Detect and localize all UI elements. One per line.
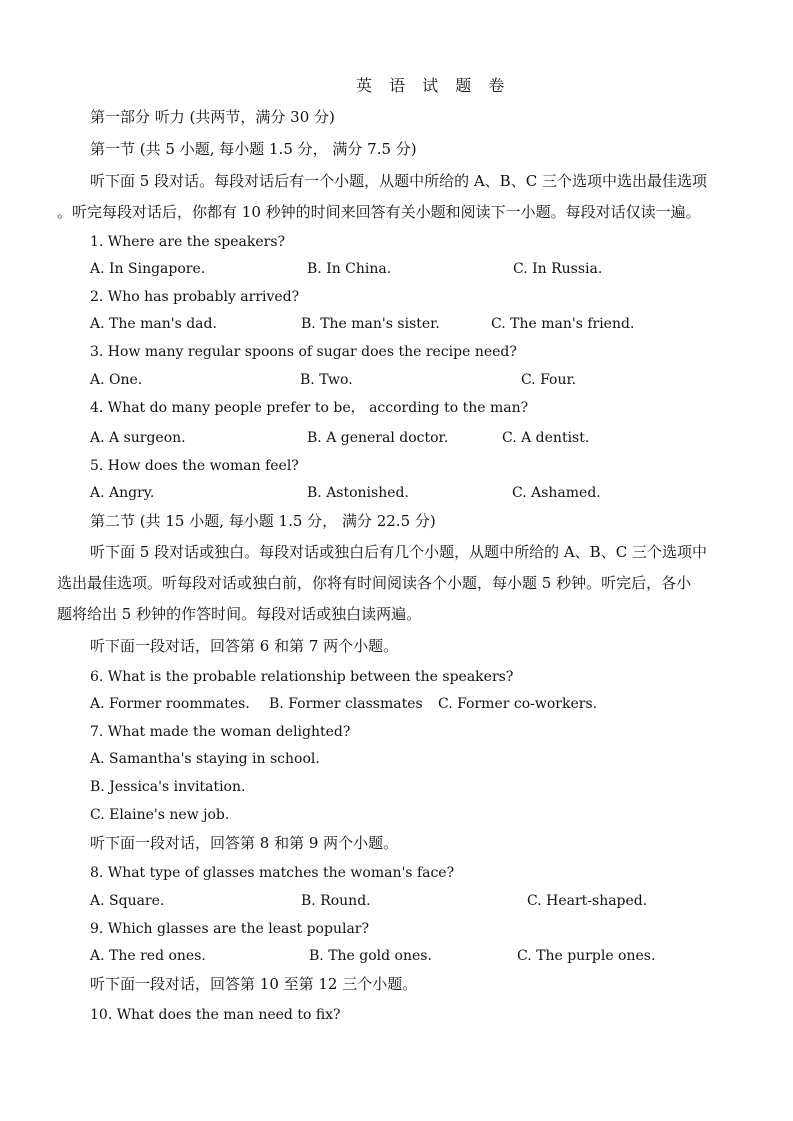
page-title: 英 语 试 题 卷 xyxy=(356,76,511,95)
q5-option-c: C. Ashamed. xyxy=(512,485,601,501)
q7-option-c: C. Elaine's new job. xyxy=(90,807,230,823)
q9-option-a: A. The red ones. xyxy=(90,948,206,964)
section1-intro-line2: 。听完每段对话后，你都有 10 秒钟的时间来回答有关小题和阅读下一小题。每段对话仅读一遍。 xyxy=(57,203,701,221)
part1-heading: 第一部分 听力 (共两节，满分 30 分) xyxy=(90,108,335,126)
question-8: 8. What type of glasses matches the woman's face? xyxy=(90,865,455,881)
question-5: 5. How does the woman feel? xyxy=(90,458,299,474)
section2-heading: 第二节 (共 15 小题, 每小题 1.5 分， 满分 22.5 分) xyxy=(90,512,436,530)
question-10: 10. What does the man need to fix? xyxy=(90,1007,341,1023)
q1-option-b: B. In China. xyxy=(307,261,392,277)
section1-heading: 第一节 (共 5 小题, 每小题 1.5 分， 满分 7.5 分) xyxy=(90,140,417,158)
section1-intro-line1: 听下面 5 段对话。每段对话后有一个小题，从题中所给的 A、B、C 三个选项中选出最佳选项 xyxy=(90,172,707,190)
dialog-3-instruction: 听下面一段对话，回答第 10 至第 12 三个小题。 xyxy=(90,975,418,993)
q9-option-c: C. The purple ones. xyxy=(517,948,656,964)
q4-option-a: A. A surgeon. xyxy=(90,430,186,446)
q3-option-a: A. One. xyxy=(90,372,143,388)
q1-option-c: C. In Russia. xyxy=(513,261,603,277)
section2-intro-line1: 听下面 5 段对话或独白。每段对话或独白后有几个小题，从题中所给的 A、B、C 三个选项中 xyxy=(90,543,707,561)
q8-option-a: A. Square. xyxy=(90,893,165,909)
q4-option-c: C. A dentist. xyxy=(502,430,590,446)
q3-option-b: B. Two. xyxy=(300,372,353,388)
q8-option-b: B. Round. xyxy=(301,893,371,909)
q8-option-c: C. Heart-shaped. xyxy=(527,893,648,909)
q2-option-b: B. The man's sister. xyxy=(301,316,440,332)
question-2: 2. Who has probably arrived? xyxy=(90,289,300,305)
q6-option-c: C. Former co-workers. xyxy=(438,696,598,712)
q2-option-a: A. The man's dad. xyxy=(90,316,217,332)
section2-intro-line2: 选出最佳选项。听每段对话或独白前，你将有时间阅读各个小题，每小题 5 秒钟。听完后，各小 xyxy=(57,574,692,592)
q5-option-a: A. Angry. xyxy=(90,485,155,501)
q2-option-c: C. The man's friend. xyxy=(491,316,635,332)
q6-option-b: B. Former classmates xyxy=(269,696,423,712)
question-6: 6. What is the probable relationship between the speakers? xyxy=(90,669,514,685)
q6-option-a: A. Former roommates. xyxy=(90,696,250,712)
q7-option-a: A. Samantha's staying in school. xyxy=(90,751,320,767)
q1-option-a: A. In Singapore. xyxy=(90,261,206,277)
q9-option-b: B. The gold ones. xyxy=(309,948,432,964)
question-4: 4. What do many people prefer to be， according to the man? xyxy=(90,400,529,416)
section2-intro-line3: 题将给出 5 秒钟的作答时间。每段对话或独白读两遍。 xyxy=(57,605,422,623)
question-9: 9. Which glasses are the least popular? xyxy=(90,921,369,937)
question-3: 3. How many regular spoons of sugar does the recipe need? xyxy=(90,344,517,360)
q5-option-b: B. Astonished. xyxy=(307,485,409,501)
question-7: 7. What made the woman delighted? xyxy=(90,724,351,740)
q7-option-b: B. Jessica's invitation. xyxy=(90,779,246,795)
q4-option-b: B. A general doctor. xyxy=(307,430,449,446)
question-1: 1. Where are the speakers? xyxy=(90,234,286,250)
dialog-2-instruction: 听下面一段对话，回答第 8 和第 9 两个小题。 xyxy=(90,834,399,852)
dialog-1-instruction: 听下面一段对话，回答第 6 和第 7 两个小题。 xyxy=(90,637,399,655)
q3-option-c: C. Four. xyxy=(521,372,577,388)
